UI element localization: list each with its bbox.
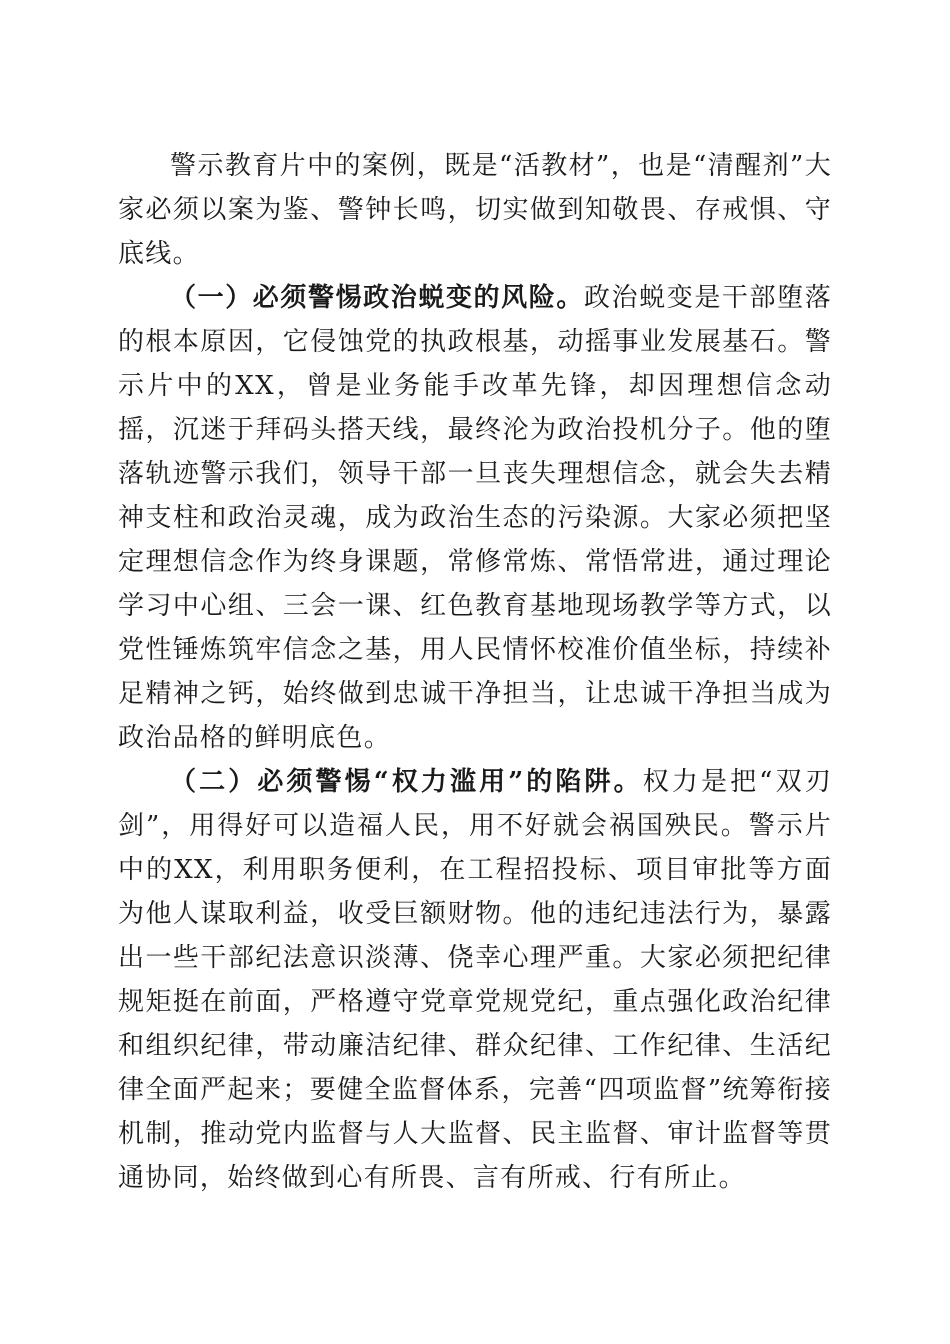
paragraph-political-risk-text: 政治蜕变是干部堕落的根本原因，它侵蚀党的执政根基，动摇事业发展基石。警示片中的XX，曾是业务能手改革先锋，却因理想信念动摇，沉迷于拜码头搭天线，最终沦为政治投机分子。他的堕落轨迹警示我们，领导干部一旦丧失理想信念，就会失去精神支柱和政治灵魂，成为政治生态的污染源。大家必须把坚定理想信念作为终身课题，常修常炼、常悟常进，通过理论学习中心组、三会一课、红色教育基地现场教学等方式，以党性锤炼筑牢信念之基，用人民情怀校准价值坐标，持续补足精神之钙，始终做到忠诚干净担当，让忠诚干净担当成为政治品格的鲜明底色。 (118, 283, 832, 753)
paragraph-political-risk (118, 276, 832, 760)
paragraph-intro-text: 警示教育片中的案例，既是“活教材”，也是“清醒剂”大家必须以案为鉴、警钟长鸣，切实做到知敬畏、存戒惧、守底线。 (118, 151, 832, 269)
section-heading-power-abuse: （二）必须警惕“权力滥用”的陷阱。 (170, 767, 643, 797)
paragraph-power-abuse (118, 760, 832, 1200)
document-body (118, 144, 832, 1200)
paragraph-intro (118, 144, 832, 276)
section-heading-political-risk: （一）必须警惕政治蜕变的风险。 (170, 283, 584, 313)
paragraph-power-abuse-text: 权力是把“双刃剑”，用得好可以造福人民，用不好就会祸国殃民。警示片中的XX，利用职务便利，在工程招投标、项目审批等方面为他人谋取利益，收受巨额财物。他的违纪违法行为，暴露出一些干部纪法意识淡薄、侥幸心理严重。大家必须把纪律规矩挺在前面，严格遵守党章党规党纪，重点强化政治纪律和组织纪律，带动廉洁纪律、群众纪律、工作纪律、生活纪律全面严起来；要健全监督体系，完善“四项监督”统筹衔接机制，推动党内监督与人大监督、民主监督、审计监督等贯通协同，始终做到心有所畏、言有所戒、行有所止。 (118, 767, 832, 1193)
